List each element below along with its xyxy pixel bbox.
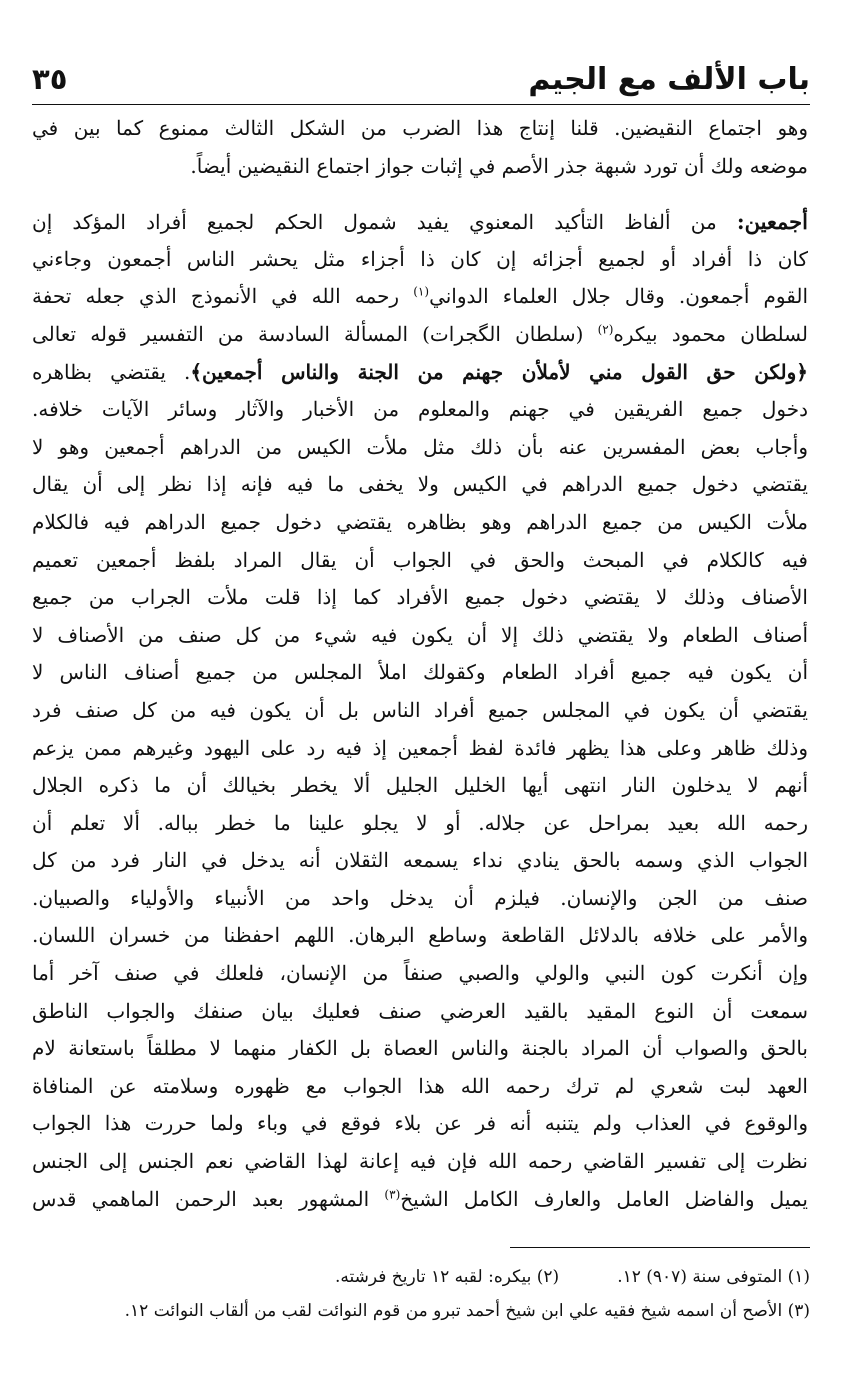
entry-term: أجمعين: [736, 209, 808, 235]
footnotes [32, 1260, 810, 1328]
text-span: من ألفاظ التأكيد المعنوي يفيد شمول الحكم لجميع أفراد المؤكد إن [32, 210, 717, 235]
text-span: (سلطان الگجرات) المسألة السادسة من التفسير قوله تعالى [32, 321, 584, 346]
main-text [32, 110, 808, 1218]
text-line: وهو اجتماع النقيضين. قلنا إنتاج هذا الضرب من الشكل الثالث ممنوع كما بين في [32, 116, 808, 140]
text-line: يقتضي أن يكون في المجلس جميع أفراد الناس بل أن يكون فيه من كل صنف فرد [32, 697, 808, 722]
footnote-separator [510, 1247, 810, 1248]
text-span: . يقتضي بظاهره [32, 359, 191, 384]
text-line: ملأت الكيس من جميع الدراهم وهو بظاهره يقتضي دخول جميع الدراهم فيه فالكلام [32, 509, 808, 534]
text-line: وأجاب بعض المفسرين عنه بأن ذلك مثل ملأت الكيس من الدراهم أجمعين وهو لا [32, 434, 808, 459]
footnote-row [32, 1294, 810, 1328]
footnote-2: (٢) بيكره: لقبه ١٢ تاريخ فرشته. [334, 1267, 560, 1287]
text-line: رحمه الله بعيد بمراحل عن جلاله. أو لا يجلو علينا ما خطر بباله. ألا تعلم أن [32, 810, 808, 835]
quran-quote: ﴿ولكن حق القول مني لأملأن جهنم من الجنة والناس أجمعين﴾ [190, 359, 808, 384]
text-line [32, 278, 808, 316]
text-line: وذلك ظاهر وعلى هذا يظهر فائدة لفظ أجمعين إذ فيه رد على اليهود وغيرهم ممن يزعم [32, 735, 808, 760]
text-span: القوم أجمعون. وقال جلال العلماء الدواني [429, 284, 808, 309]
text-line: بالحق والصواب أن المراد بالجنة والناس العصاة بل الكفار منهما لا مطلقاً باستعانة لام [32, 1036, 808, 1061]
footnote-row [32, 1260, 810, 1294]
text-line: فيه كالكلام في المبحث والحق في الجواب أن يقال المراد بلفظ أجمعين تعميم [32, 547, 808, 572]
text-line: العهد لبت شعري لم ترك رحمه الله هذا الجواب مع ظهوره وسلامته عن المنافاة [32, 1073, 808, 1098]
text-line: يقتضي دخول جميع الدراهم في الكيس ولا يخفى ما فيه فإنه إذا نظر إلى أن يقال [32, 472, 808, 497]
footnote-1: (١) المتوفى سنة (٩٠٧) ١٢. [617, 1267, 810, 1287]
text-line: أن يكون فيه جميع أفراد الطعام وكقولك املأ المجلس من جميع أصناف الناس لا [32, 660, 808, 685]
text-line [32, 316, 808, 354]
text-line: موضعه ولك أن تورد شبهة جذر الأصم في إثبات جواز اجتماع النقيضين أيضاً. [190, 153, 808, 178]
text-span: المشهور بعبد الرحمن الماهمي قدس [32, 1186, 370, 1211]
text-line [32, 354, 808, 392]
text-line [32, 203, 808, 241]
text-line: صنف من الجن والإنسان. فيلزم أن يدخل واحد من الأنبياء والأولياء والصبيان. [32, 885, 808, 910]
text-line: نظرت إلى تفسير القاضي رحمه الله فإن فيه إعانة لهذا القاضي نعم الجنس إلى الجنس [32, 1149, 808, 1174]
text-line: والوقوع في العذاب ولم يتنبه أنه فر عن بلاء فوقع في وباء ولما حررت هذا الجواب [32, 1111, 808, 1136]
text-line: والأمر على خلافه بالدلائل القاطعة وساطع البرهان. اللهم احفظنا من خسران اللسان. [32, 923, 808, 948]
text-line: كان ذا أفراد أو لجميع أجزائه إن كان ذا أجزاء مثل يحشر الناس أجمعون وجاءني [32, 246, 808, 271]
text-line: أنهم لا يدخلون النار انتهى أيها الخليل الجليل ألا يخطر بخيالك أن ما ذكره الجلال [32, 773, 808, 798]
footnote-marker[interactable]: (٢) [597, 322, 614, 337]
text-line: وإن أنكرت كون النبي والولي والصبي صنفاً من الإنسان، فلعلك في صنف آخر أما [32, 961, 808, 986]
text-line: دخول جميع الفريقين في جهنم والمعلوم من الأخبار والآثار وسائر الآيات خلافه. [32, 397, 808, 422]
footnote-marker[interactable]: (٣) [384, 1186, 401, 1201]
footnote-3: (٣) الأصح أن اسمه شيخ فقيه علي ابن شيخ أحمد تبرو من قوم النوائت لقب من ألقاب النوائت ١٢. [124, 1301, 810, 1321]
text-line: أصناف الطعام ولا يقتضي ذلك إلا أن يكون فيه شيء من كل صنف من الأصناف لا [32, 622, 808, 647]
text-span: لسلطان محمود بيكره [613, 321, 808, 346]
running-header [32, 54, 810, 105]
text-line [32, 1181, 808, 1219]
footnote-marker[interactable]: (١) [413, 284, 430, 299]
page-number: ٣٥ [32, 62, 68, 96]
text-line: سمعت أن النوع المقيد بالقيد العرضي صنف فعليك بيان صنفك والجواب الناطق [32, 998, 808, 1023]
text-line: الأصناف وذلك لا يقتضي دخول جميع الأفراد كما إذا قلت ملأت الجراب من جميع [32, 585, 808, 610]
text-span: رحمه الله في الأنموذج الذي جعله تحفة [32, 284, 400, 309]
text-span: يميل والفاضل العامل والعارف الكامل الشيخ [400, 1186, 808, 1211]
chapter-title: باب الألف مع الجيم [528, 61, 810, 97]
text-line: الجواب الذي وسمه بالحق ينادي نداء يسمعه الثقلان أنه يدخل في النار فرد من كل [32, 848, 808, 873]
